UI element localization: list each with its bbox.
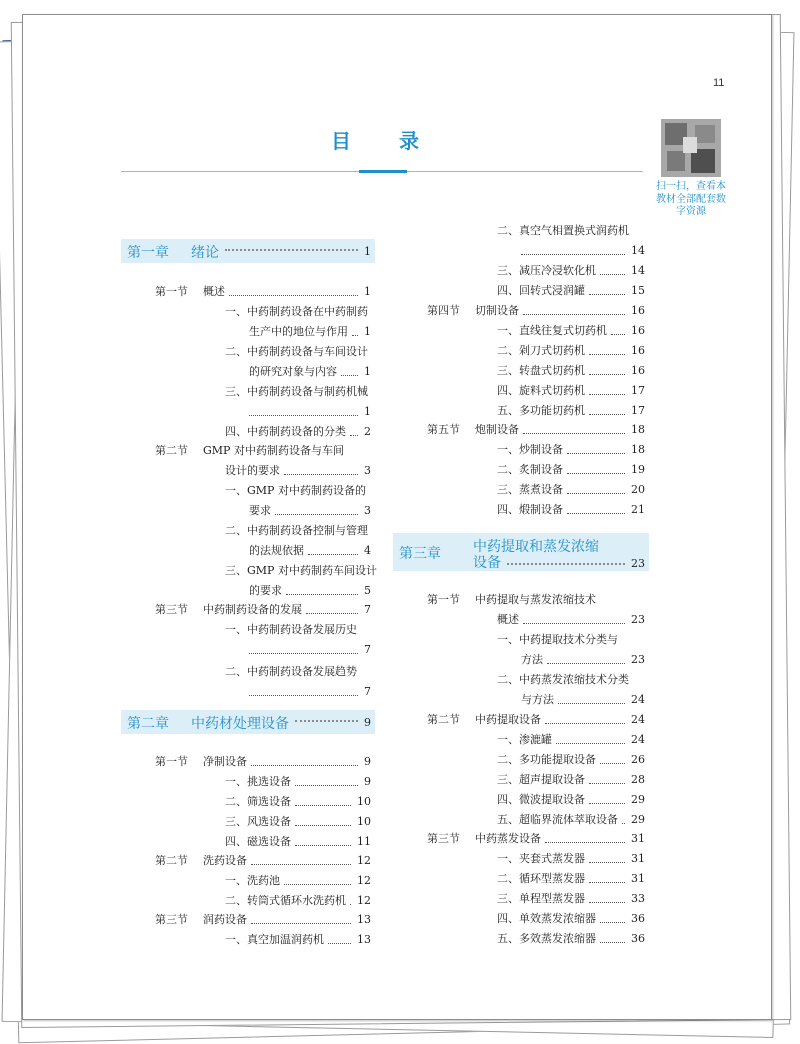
leader-dots: [341, 375, 358, 376]
entry-page: 16: [631, 324, 645, 337]
entry-page: 33: [631, 892, 645, 905]
entry-text: 中药提取设备: [475, 713, 541, 726]
entry-page: 1: [364, 365, 371, 378]
entry-page: 17: [631, 404, 645, 417]
entry-page: 5: [364, 584, 371, 597]
toc-entry[interactable]: [393, 281, 649, 301]
leader-dots: [306, 613, 358, 614]
leader-dots: [286, 594, 358, 595]
toc-entry[interactable]: [121, 461, 375, 481]
section-number: 第五节: [427, 423, 460, 436]
entry-text: 一、洗药池: [225, 874, 280, 887]
toc-entry[interactable]: [393, 770, 649, 790]
entry-text: 一、中药制药设备在中药制药: [225, 305, 368, 318]
entry-page: 9: [364, 755, 371, 768]
leader-dots: [350, 435, 358, 436]
entry-page: 24: [631, 713, 645, 726]
entry-text: 二、转筒式循环水洗药机: [225, 894, 346, 907]
toc-entry[interactable]: [393, 361, 649, 381]
toc-entry[interactable]: [121, 620, 375, 640]
leader-dots: [295, 785, 358, 786]
entry-page: 16: [631, 344, 645, 357]
entry-text: 五、超临界流体萃取设备: [497, 813, 618, 826]
toc-entry[interactable]: [121, 851, 375, 871]
entry-page: 7: [364, 685, 371, 698]
leader-dots: [589, 354, 625, 355]
entry-text: 一、真空加温润药机: [225, 933, 324, 946]
leader-dots: [523, 433, 625, 434]
leader-dots: [600, 763, 625, 764]
leader-dots: [589, 294, 625, 295]
entry-text: 设计的要求: [225, 464, 280, 477]
leader-dots: [328, 943, 351, 944]
entry-text: 四、微波提取设备: [497, 793, 585, 806]
entry-page: 20: [631, 483, 645, 496]
chapter-title: 中药提取和蒸发浓缩: [473, 539, 599, 555]
leader-dots: [547, 663, 625, 664]
toc-entry[interactable]: [393, 440, 649, 460]
leader-dots: [589, 414, 625, 415]
toc-entry[interactable]: [393, 420, 649, 440]
leader-dots: [589, 394, 625, 395]
toc-entry[interactable]: [121, 871, 375, 891]
leader-dots: [589, 803, 625, 804]
leader-dots: [225, 249, 358, 251]
toc-entry[interactable]: [121, 382, 375, 402]
entry-page: 3: [364, 464, 371, 477]
leader-dots: [600, 274, 625, 275]
entry-text: 二、循环型蒸发器: [497, 872, 585, 885]
entry-page: 10: [357, 815, 371, 828]
entry-page: 28: [631, 773, 645, 786]
entry-page: 18: [631, 423, 645, 436]
toc-entry[interactable]: [121, 891, 375, 911]
leader-dots: [523, 623, 625, 624]
section-number: 第四节: [427, 304, 460, 317]
entry-text: 一、炒制设备: [497, 443, 563, 456]
entry-text: 润药设备: [203, 913, 247, 926]
toc-entry[interactable]: [393, 401, 649, 421]
entry-text: 四、回转式浸润罐: [497, 284, 585, 297]
chapter-heading[interactable]: [121, 710, 375, 734]
leader-dots: [251, 923, 351, 924]
toc-entry[interactable]: [393, 261, 649, 281]
toc-entry[interactable]: [393, 690, 649, 710]
entry-page: 36: [631, 932, 645, 945]
entry-text: 五、多效蒸发浓缩器: [497, 932, 596, 945]
toc-entry[interactable]: [121, 640, 375, 660]
chapter-page: 9: [364, 716, 371, 729]
entry-page: 23: [631, 613, 645, 626]
leader-dots: [308, 554, 358, 555]
leader-dots: [284, 884, 351, 885]
toc-entry[interactable]: [393, 590, 649, 610]
leader-dots: [589, 902, 625, 903]
entry-page: 29: [631, 813, 645, 826]
toc-entry[interactable]: [393, 750, 649, 770]
chapter-title: 中药材处理设备: [191, 716, 289, 732]
toc-entry[interactable]: [393, 500, 649, 520]
toc-entry[interactable]: [121, 362, 375, 382]
leader-dots: [523, 314, 625, 315]
toc-entry[interactable]: [393, 480, 649, 500]
toc-entry[interactable]: [393, 381, 649, 401]
entry-text: 概述: [497, 613, 519, 626]
entry-text: 三、蒸煮设备: [497, 483, 563, 496]
entry-text: 三、单程型蒸发器: [497, 892, 585, 905]
entry-text: 一、中药制药设备发展历史: [225, 623, 357, 636]
toc-entry[interactable]: [393, 650, 649, 670]
section-number: 第三节: [155, 913, 188, 926]
leader-dots: [350, 904, 351, 905]
leader-dots: [589, 862, 625, 863]
entry-page: 4: [364, 544, 371, 557]
toc-entry[interactable]: [121, 501, 375, 521]
entry-text: 一、中药提取技术分类与: [497, 633, 618, 646]
chapter-heading[interactable]: [121, 239, 375, 263]
entry-text: 洗药设备: [203, 854, 247, 867]
entry-page: 12: [357, 874, 371, 887]
leader-dots: [622, 823, 625, 824]
entry-text: 生产中的地位与作用: [249, 325, 348, 338]
qr-code-icon: [661, 119, 721, 177]
leader-dots: [249, 695, 358, 696]
leader-dots: [249, 415, 358, 416]
toc-entry[interactable]: [121, 322, 375, 342]
toc-entry[interactable]: [121, 581, 375, 601]
toc-entry[interactable]: [393, 829, 649, 849]
entry-page: 21: [631, 503, 645, 516]
entry-text: 二、真空气相置换式润药机: [497, 224, 629, 237]
entry-text: 切制设备: [475, 304, 519, 317]
entry-page: 29: [631, 793, 645, 806]
leader-dots: [545, 723, 625, 724]
toc-entry[interactable]: [121, 561, 375, 581]
toc-entry[interactable]: [121, 812, 375, 832]
entry-page: 3: [364, 504, 371, 517]
entry-page: 13: [357, 933, 371, 946]
toc-entry[interactable]: [393, 849, 649, 869]
entry-text: 净制设备: [203, 755, 247, 768]
entry-page: 10: [357, 795, 371, 808]
entry-page: 1: [364, 285, 371, 298]
entry-page: 16: [631, 364, 645, 377]
entry-text: 二、中药蒸发浓缩技术分类: [497, 673, 629, 686]
entry-page: 15: [631, 284, 645, 297]
entry-text: 二、剁刀式切药机: [497, 344, 585, 357]
entry-page: 11: [357, 835, 371, 848]
entry-text: 四、旋料式切药机: [497, 384, 585, 397]
entry-page: 16: [631, 304, 645, 317]
section-number: 第二节: [155, 854, 188, 867]
toc-entry[interactable]: [121, 282, 375, 302]
chapter-label: 第二章: [127, 716, 169, 732]
section-number: 第一节: [427, 593, 460, 606]
entry-text: 三、中药制药设备与制药机械: [225, 385, 368, 398]
section-number: 第二节: [155, 444, 188, 457]
page-title: 目 录: [331, 129, 433, 153]
section-number: 第一节: [155, 755, 188, 768]
entry-text: 二、中药制药设备发展趋势: [225, 665, 357, 678]
toc-entry[interactable]: [393, 241, 649, 261]
toc-entry[interactable]: [121, 521, 375, 541]
entry-text: 二、炙制设备: [497, 463, 563, 476]
section-number: 第三节: [427, 832, 460, 845]
leader-dots: [352, 335, 358, 336]
entry-text: 四、磁选设备: [225, 835, 291, 848]
toc-entry[interactable]: [121, 682, 375, 702]
entry-text: 中药提取与蒸发浓缩技术: [475, 593, 596, 606]
leader-dots: [611, 334, 625, 335]
entry-page: 19: [631, 463, 645, 476]
chapter-label: 第一章: [127, 245, 169, 261]
leader-dots: [567, 493, 625, 494]
toc-entry[interactable]: [393, 909, 649, 929]
entry-page: 13: [357, 913, 371, 926]
entry-text: 二、多功能提取设备: [497, 753, 596, 766]
leader-dots: [600, 922, 625, 923]
chapter-title: 绪论: [191, 245, 219, 261]
entry-text: 一、挑选设备: [225, 775, 291, 788]
leader-dots: [589, 783, 625, 784]
entry-text: 五、多功能切药机: [497, 404, 585, 417]
leader-dots: [589, 882, 625, 883]
section-number: 第一节: [155, 285, 188, 298]
leader-dots: [558, 703, 625, 704]
entry-page: 31: [631, 872, 645, 885]
entry-page: 14: [631, 264, 645, 277]
toc-entry[interactable]: [393, 710, 649, 730]
entry-page: 31: [631, 852, 645, 865]
toc-entry[interactable]: [121, 600, 375, 620]
entry-page: 24: [631, 733, 645, 746]
toc-entry[interactable]: [121, 752, 375, 772]
toc-entry[interactable]: [393, 460, 649, 480]
chapter-label: 第三章: [399, 546, 441, 562]
entry-page: 31: [631, 832, 645, 845]
entry-text: 四、单效蒸发浓缩器: [497, 912, 596, 925]
entry-text: 三、风选设备: [225, 815, 291, 828]
leader-dots: [295, 805, 351, 806]
toc-entry[interactable]: [121, 481, 375, 501]
section-number: 第二节: [427, 713, 460, 726]
entry-page: 18: [631, 443, 645, 456]
toc-entry[interactable]: [393, 301, 649, 321]
entry-page: 17: [631, 384, 645, 397]
toc-entry[interactable]: [121, 772, 375, 792]
entry-text: 一、直线往复式切药机: [497, 324, 607, 337]
toc-entry[interactable]: [121, 302, 375, 322]
leader-dots: [507, 563, 625, 565]
entry-text: GMP 对中药制药设备与车间: [203, 444, 344, 457]
entry-text: 与方法: [521, 693, 554, 706]
toc-entry[interactable]: [121, 342, 375, 362]
entry-text: 四、中药制药设备的分类: [225, 425, 346, 438]
toc-entry[interactable]: [393, 810, 649, 830]
qr-caption: 扫一扫，查看本教材全部配套数字资源: [656, 181, 726, 217]
entry-text: 的要求: [249, 584, 282, 597]
leader-dots: [295, 845, 351, 846]
leader-dots: [567, 473, 625, 474]
leader-dots: [249, 653, 358, 654]
entry-text: 要求: [249, 504, 271, 517]
toc-entry[interactable]: [393, 610, 649, 630]
leader-dots: [275, 514, 358, 515]
toc-entry[interactable]: [121, 662, 375, 682]
chapter-title-continued: 设备: [473, 555, 501, 571]
entry-page: 23: [631, 653, 645, 666]
entry-text: 中药蒸发设备: [475, 832, 541, 845]
toc-entry[interactable]: [393, 341, 649, 361]
entry-page: 24: [631, 693, 645, 706]
entry-page: 7: [364, 643, 371, 656]
entry-text: 三、超声提取设备: [497, 773, 585, 786]
leader-dots: [295, 720, 358, 722]
entry-page: 12: [357, 894, 371, 907]
title-divider-accent: [359, 170, 407, 173]
entry-text: 炮制设备: [475, 423, 519, 436]
entry-text: 中药制药设备的发展: [203, 603, 302, 616]
entry-text: 二、中药制药设备控制与管理: [225, 524, 368, 537]
leader-dots: [284, 474, 358, 475]
toc-entry[interactable]: [393, 321, 649, 341]
entry-page: 1: [364, 325, 371, 338]
toc-entry[interactable]: [393, 869, 649, 889]
entry-text: 四、煅制设备: [497, 503, 563, 516]
leader-dots: [567, 513, 625, 514]
toc-entry[interactable]: [121, 930, 375, 950]
toc-entry[interactable]: [393, 889, 649, 909]
toc-entry[interactable]: [121, 541, 375, 561]
page-number: 11: [713, 77, 725, 89]
chapter-page: 23: [631, 557, 645, 570]
entry-page: 1: [364, 405, 371, 418]
leader-dots: [567, 453, 625, 454]
entry-text: 概述: [203, 285, 225, 298]
entry-text: 二、筛选设备: [225, 795, 291, 808]
entry-text: 一、夹套式蒸发器: [497, 852, 585, 865]
leader-dots: [295, 825, 351, 826]
toc-entry[interactable]: [121, 792, 375, 812]
entry-page: 36: [631, 912, 645, 925]
toc-entry[interactable]: [121, 402, 375, 422]
entry-page: 9: [364, 775, 371, 788]
chapter-page: 1: [364, 245, 371, 258]
leader-dots: [251, 864, 351, 865]
toc-entry[interactable]: [393, 221, 649, 241]
toc-entry[interactable]: [393, 730, 649, 750]
entry-text: 二、中药制药设备与车间设计: [225, 345, 368, 358]
chapter-heading[interactable]: [393, 533, 649, 571]
entry-text: 三、GMP 对中药制药车间设计: [225, 564, 377, 577]
entry-page: 12: [357, 854, 371, 867]
toc-entry[interactable]: [393, 630, 649, 650]
entry-page: 26: [631, 753, 645, 766]
leader-dots: [589, 374, 625, 375]
leader-dots: [521, 254, 625, 255]
entry-text: 三、转盘式切药机: [497, 364, 585, 377]
toc-entry[interactable]: [121, 422, 375, 442]
toc-entry[interactable]: [121, 832, 375, 852]
leader-dots: [251, 765, 358, 766]
toc-entry[interactable]: [121, 910, 375, 930]
leader-dots: [556, 743, 625, 744]
entry-text: 一、GMP 对中药制药设备的: [225, 484, 366, 497]
entry-text: 的研究对象与内容: [249, 365, 337, 378]
section-number: 第三节: [155, 603, 188, 616]
toc-entry[interactable]: [393, 790, 649, 810]
entry-page: 14: [631, 244, 645, 257]
entry-text: 三、减压冷浸软化机: [497, 264, 596, 277]
toc-page: [22, 14, 772, 1020]
toc-entry[interactable]: [393, 670, 649, 690]
toc-entry[interactable]: [393, 929, 649, 949]
entry-text: 的法规依据: [249, 544, 304, 557]
toc-entry[interactable]: [121, 441, 375, 461]
leader-dots: [545, 842, 625, 843]
entry-text: 一、渗漉罐: [497, 733, 552, 746]
entry-text: 方法: [521, 653, 543, 666]
entry-page: 2: [364, 425, 371, 438]
entry-page: 7: [364, 603, 371, 616]
leader-dots: [229, 295, 358, 296]
leader-dots: [600, 942, 625, 943]
